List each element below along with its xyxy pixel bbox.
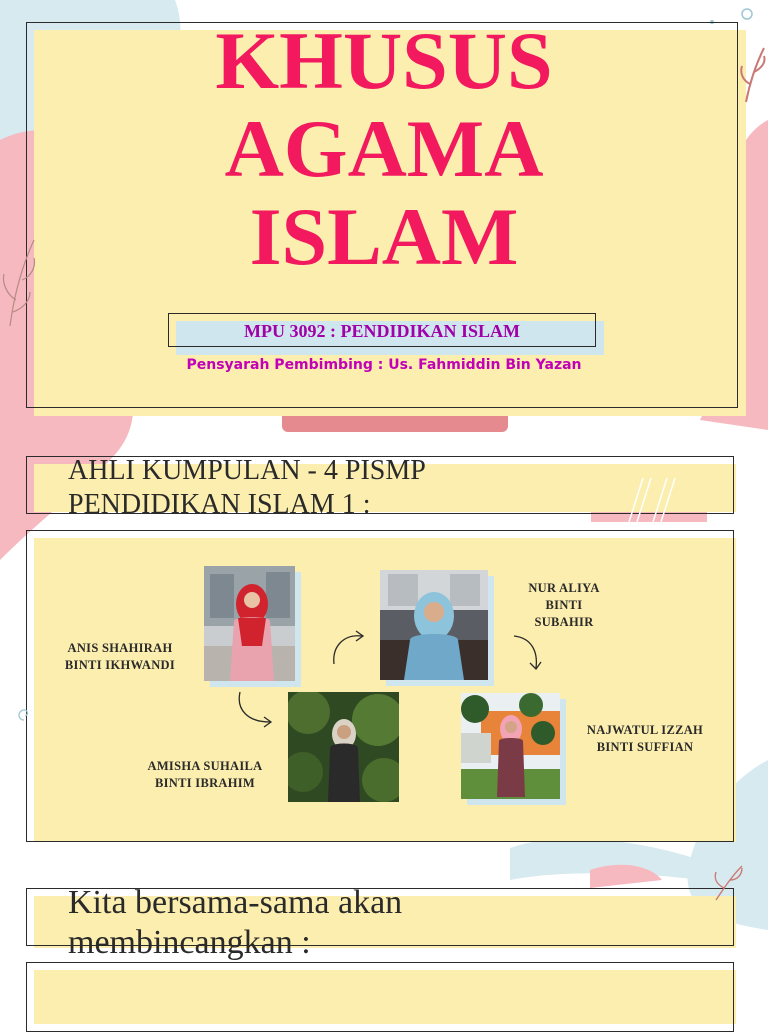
leaf-decoration-icon [712,862,746,902]
group-heading-line-2: PENDIDIKAN ISLAM 1 : [68,489,371,520]
member-photo-anis [204,566,295,681]
member-name-line: BINTI SUFFIAN [596,740,694,754]
curved-arrow-icon [510,632,544,672]
curved-arrow-icon [234,688,276,728]
member-photo-amisha [288,692,399,802]
leaf-decoration-icon [740,44,768,104]
member-name-amisha [130,758,280,792]
member-name-line: BINTI IBRAHIM [154,776,256,790]
page-title-line-2: AGAMA [224,103,544,194]
member-name-line: BINTI [545,598,583,612]
discussion-heading [68,883,588,963]
swirl-decoration-icon [14,704,34,724]
member-name-line: NUR ALIYA [528,581,600,595]
member-photo-najwatul [461,693,560,799]
member-name-line: SUBAHIR [534,615,594,629]
discussion-heading-line-1: Kita bersama-sama akan [68,884,403,921]
course-code-label: MPU 3092 : PENDIDIKAN ISLAM [244,321,520,341]
bottom-panel-frame [26,962,734,1032]
page-title-line-1: KHUSUS [215,15,553,106]
curved-arrow-icon [328,628,368,668]
member-photo-aliya [380,570,488,680]
member-name-najwatul [570,722,720,756]
discussion-heading-line-2: membincangkan : [68,924,311,961]
lecturer-label: Pensyarah Pembimbing : Us. Fahmiddin Bin Yazan [186,357,582,373]
member-name-aliya [500,580,628,631]
member-name-line: ANIS SHAHIRAH [67,641,173,655]
page-title-line-3: ISLAM [249,191,519,282]
member-name-line: BINTI IKHWANDI [64,658,176,672]
member-name-line: AMISHA SUHAILA [147,759,263,773]
group-heading-line-1: AHLI KUMPULAN - 4 PISMP [68,455,426,486]
leaf-decoration-icon [0,236,40,326]
group-heading [68,454,588,522]
member-name-line: NAJWATUL IZZAH [586,723,704,737]
slash-decoration [591,478,707,522]
member-name-anis [50,640,190,674]
